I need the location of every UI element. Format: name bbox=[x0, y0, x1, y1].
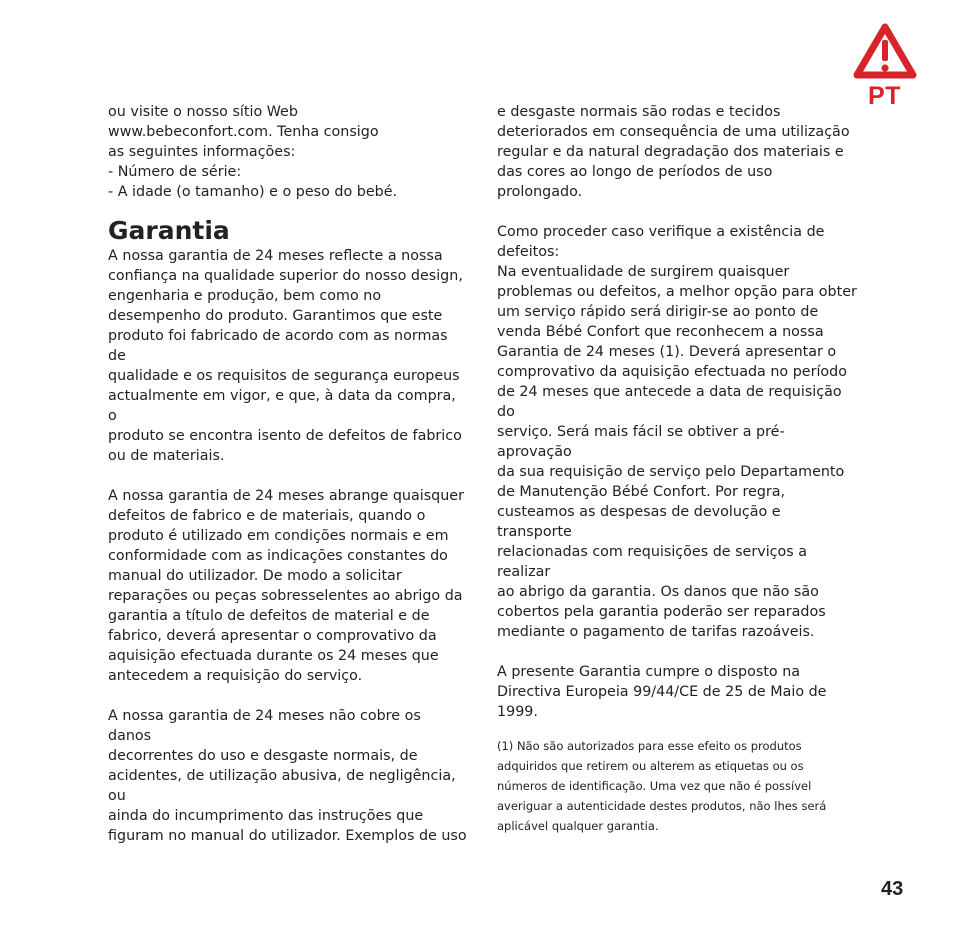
text-line: ou de materiais. bbox=[108, 448, 225, 464]
warning-triangle-icon bbox=[852, 22, 918, 82]
text-line: e desgaste normais são rodas e tecidos bbox=[497, 104, 781, 120]
left-column bbox=[108, 102, 468, 846]
text-line: mediante o pagamento de tarifas razoáveis. bbox=[497, 624, 815, 640]
footnote-line: averiguar a autenticidade destes produtos, não lhes será bbox=[497, 799, 827, 813]
text-line: serviço. Será mais fácil se obtiver a pré-aprovação bbox=[497, 424, 785, 460]
text-line: regular e da natural degradação dos materiais e bbox=[497, 144, 844, 160]
footnote bbox=[497, 736, 857, 836]
text-line: comprovativo da aquisição efectuada no período bbox=[497, 364, 847, 380]
text-line: custeamos as despesas de devolução e transporte bbox=[497, 504, 781, 540]
right-column bbox=[497, 102, 857, 836]
text-line: produto foi fabricado de acordo com as normas de bbox=[108, 328, 448, 364]
footnote-line: aplicável qualquer garantia. bbox=[497, 819, 659, 833]
footnote-line: (1) Não são autorizados para esse efeito os produtos bbox=[497, 739, 802, 753]
text-line: Garantia de 24 meses (1). Deverá apresentar o bbox=[497, 344, 837, 360]
website-line: www.bebeconfort.com. Tenha consigo bbox=[108, 124, 379, 140]
text-line: conformidade com as indicações constantes do bbox=[108, 548, 448, 564]
text-line: produto se encontra isento de defeitos de fabrico bbox=[108, 428, 462, 444]
warranty-paragraph-3 bbox=[108, 706, 468, 846]
text-line: as seguintes informações: bbox=[108, 144, 296, 160]
text-line: decorrentes do uso e desgaste normais, de bbox=[108, 748, 418, 764]
text-line: 1999. bbox=[497, 704, 538, 720]
list-item: - A idade (o tamanho) e o peso do bebé. bbox=[108, 184, 398, 200]
warranty-paragraph-2 bbox=[108, 486, 468, 686]
page-number: 43 bbox=[881, 878, 904, 900]
language-label: PT bbox=[868, 82, 901, 110]
text-line: defeitos de fabrico e de materiais, quando o bbox=[108, 508, 426, 524]
text-line: A presente Garantia cumpre o disposto na bbox=[497, 664, 801, 680]
wear-paragraph bbox=[497, 102, 857, 202]
text-line: confiança na qualidade superior do nosso design, bbox=[108, 268, 463, 284]
text-line: ao abrigo da garantia. Os danos que não são bbox=[497, 584, 819, 600]
text-line: figuram no manual do utilizador. Exemplos de uso bbox=[108, 828, 467, 844]
text-line: garantia a título de defeitos de material e de bbox=[108, 608, 430, 624]
text-line: A nossa garantia de 24 meses abrange quaisquer bbox=[108, 488, 464, 504]
text-line: defeitos: bbox=[497, 244, 560, 260]
text-line: de Manutenção Bébé Confort. Por regra, bbox=[497, 484, 786, 500]
section-heading: Garantia bbox=[108, 216, 230, 245]
text-line: desempenho do produto. Garantimos que este bbox=[108, 308, 443, 324]
intro-paragraph bbox=[108, 102, 468, 202]
text-line: problemas ou defeitos, a melhor opção para obter bbox=[497, 284, 857, 300]
text-line: fabrico, deverá apresentar o comprovativo da bbox=[108, 628, 437, 644]
footnote-line: números de identificação. Uma vez que não é possível bbox=[497, 779, 812, 793]
text-line: deteriorados em consequência de uma utilização bbox=[497, 124, 850, 140]
text-line: Directiva Europeia 99/44/CE de 25 de Maio de bbox=[497, 684, 827, 700]
text-line: das cores ao longo de períodos de uso prolongado. bbox=[497, 164, 773, 200]
text-line: actualmente em vigor, e que, à data da compra, o bbox=[108, 388, 456, 424]
text-line: Como proceder caso verifique a existência de bbox=[497, 224, 825, 240]
text-line: da sua requisição de serviço pelo Departamento bbox=[497, 464, 845, 480]
text-line: ou visite o nosso sítio Web bbox=[108, 104, 298, 120]
directive-paragraph bbox=[497, 662, 857, 722]
text-line: Na eventualidade de surgirem quaisquer bbox=[497, 264, 790, 280]
text-line: engenharia e produção, bem como no bbox=[108, 288, 382, 304]
text-line: venda Bébé Confort que reconhecem a nossa bbox=[497, 324, 824, 340]
text-line: antecedem a requisição do serviço. bbox=[108, 668, 363, 684]
defects-procedure-paragraph bbox=[497, 222, 857, 642]
text-line: um serviço rápido será dirigir-se ao ponto de bbox=[497, 304, 819, 320]
text-line: de 24 meses que antecede a data de requisição do bbox=[497, 384, 842, 420]
text-line: manual do utilizador. De modo a solicitar bbox=[108, 568, 402, 584]
text-line: cobertos pela garantia poderão ser reparados bbox=[497, 604, 826, 620]
list-item: - Número de série: bbox=[108, 164, 242, 180]
text-line: ainda do incumprimento das instruções que bbox=[108, 808, 424, 824]
text-line: relacionadas com requisições de serviços a realizar bbox=[497, 544, 808, 580]
text-line: A nossa garantia de 24 meses reflecte a nossa bbox=[108, 248, 443, 264]
text-line: reparações ou peças sobresselentes ao abrigo da bbox=[108, 588, 463, 604]
text-line: produto é utilizado em condições normais e em bbox=[108, 528, 449, 544]
footnote-line: adquiridos que retirem ou alterem as etiquetas ou os bbox=[497, 759, 804, 773]
warranty-paragraph-1 bbox=[108, 246, 468, 466]
text-line: qualidade e os requisitos de segurança europeus bbox=[108, 368, 460, 384]
text-line: acidentes, de utilização abusiva, de negligência, ou bbox=[108, 768, 456, 804]
text-line: A nossa garantia de 24 meses não cobre os danos bbox=[108, 708, 421, 744]
text-line: aquisição efectuada durante os 24 meses que bbox=[108, 648, 439, 664]
